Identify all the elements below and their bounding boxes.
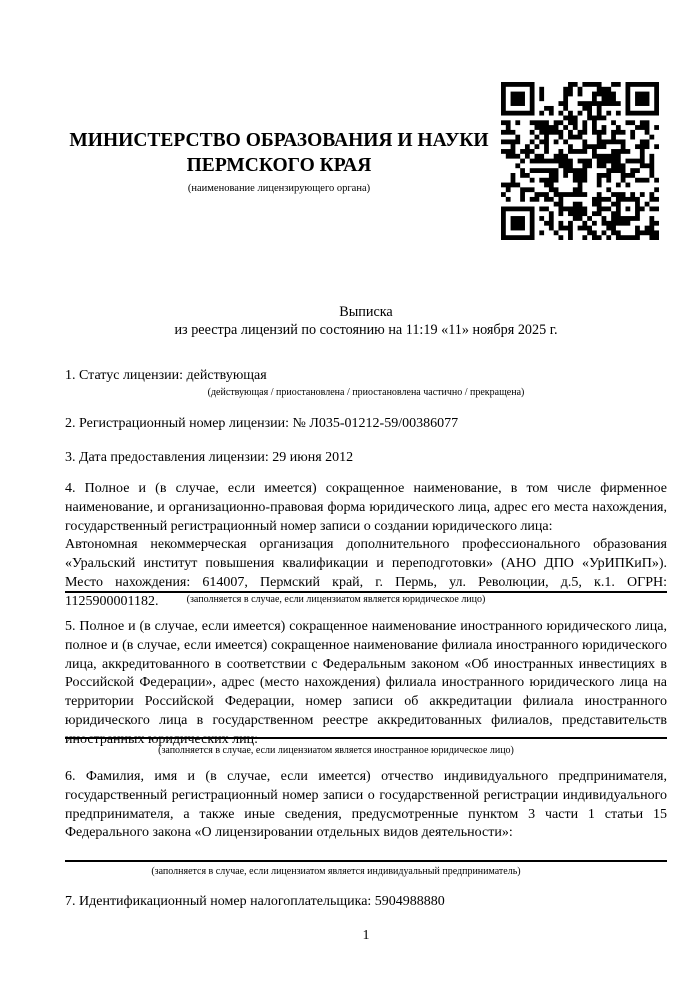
- item-4-divider: [65, 591, 667, 593]
- item-2-reg-number: 2. Регистрационный номер лицензии: № Л035-01212-59/00386077: [65, 416, 459, 431]
- ministry-name-line1: МИНИСТЕРСТВО ОБРАЗОВАНИЯ И НАУКИ: [69, 130, 489, 151]
- document-title: [65, 304, 667, 339]
- ministry-header: [65, 128, 493, 195]
- page-number: 1: [362, 928, 370, 943]
- item-4-label: 4. Полное и (в случае, если имеется) сокращенное наименование, в том числе фирменное наименование, и организационно-правовая форма юридического лица, адрес его места нахождения, государственный регистрационный номер записи о создании юридического лица:: [65, 481, 667, 534]
- item-6-divider: [65, 860, 667, 862]
- item-5-divider: [65, 737, 667, 739]
- ministry-caption: (наименование лицензирующего органа): [187, 183, 371, 194]
- item-5-foreign-entity: [65, 618, 667, 750]
- title-line2: из реестра лицензий по состоянию на 11:19 «11» ноября 2025 г.: [174, 321, 558, 338]
- item-4-caption: (заполняется в случае, если лицензиатом является юридическое лицо): [186, 594, 486, 605]
- item-6-entrepreneur: [65, 768, 667, 843]
- qr-code: [501, 82, 659, 240]
- item-4-value: Автономная некоммерческая организация дополнительного профессионального образования «Уральский институт повышения квалификации и переподготовки» (АНО ДПО «УрИПКиП»). Место нахождения: 614007, Пермский край, г. Пермь, ул. Революции, д.5, к.1. ОГРН: 1125900001182.: [65, 537, 667, 609]
- item-7-inn: 7. Идентификационный номер налогоплательщика: 5904988880: [65, 894, 445, 909]
- item-5-label: 5. Полное и (в случае, если имеется) сокращенное наименование иностранного юридического лица, полное и (в случае, если имеется) сокращенное наименование филиала иностранного юридического лица, аккредитованного в соответствии с Федеральным законом «Об иностранных инвестициях в Российской Федерации», адрес (место нахождения) филиала иностранного юридического лица на территории Российской Федерации, номер записи об аккредитации филиала иностранного юридического лица в государственном реестре аккредитованных филиалов, представительств иностранных юридических лиц:: [65, 619, 667, 747]
- title-line1: Выписка: [339, 304, 393, 320]
- item-5-caption: (заполняется в случае, если лицензиатом является иностранное юридическое лицо): [158, 745, 514, 756]
- item-1-status: 1. Статус лицензии: действующая: [65, 368, 267, 383]
- ministry-name-line2: ПЕРМСКОГО КРАЯ: [186, 155, 372, 176]
- item-6-label: 6. Фамилия, имя и (в случае, если имеется) отчество индивидуального предпринимателя, государственный регистрационный номер записи о государственной регистрации индивидуального предпринимателя, а также иные сведения, предусмотренные пунктом 3 части 1 статьи 15 Федерального закона «О лицензировании отдельных видов деятельности»:: [65, 769, 667, 841]
- item-3-grant-date: 3. Дата предоставления лицензии: 29 июня 2012: [65, 450, 354, 465]
- item-1-caption: (действующая / приостановлена / приостановлена частично / прекращена): [207, 387, 525, 398]
- item-6-caption: (заполняется в случае, если лицензиатом является индивидуальный предприниматель): [151, 866, 521, 877]
